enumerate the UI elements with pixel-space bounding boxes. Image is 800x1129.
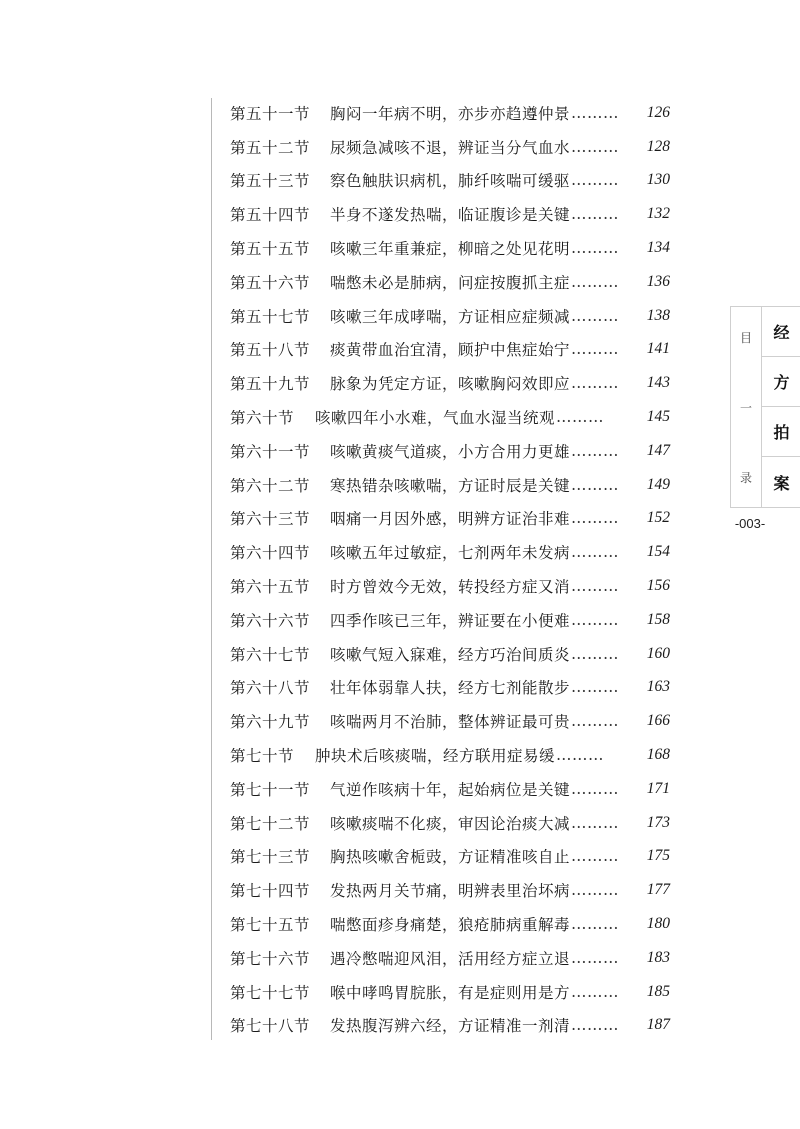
toc-page-number: 158 (646, 610, 670, 628)
toc-leader-dots: ……… (571, 509, 620, 528)
toc-leader-dots: ……… (571, 137, 620, 156)
toc-section-number: 第七十节 (230, 747, 295, 766)
toc-section-number: 第五十九节 (230, 375, 311, 394)
side-tab-label-char: 目 (739, 331, 752, 345)
toc-entry[interactable] (230, 941, 670, 975)
toc-leader-dots: ……… (571, 982, 620, 1001)
toc-leader-dots: ……… (571, 813, 620, 832)
toc-section-number: 第七十五节 (230, 916, 311, 935)
toc-leader-dots: ……… (571, 171, 620, 190)
toc-section-number: 第七十三节 (230, 848, 311, 867)
toc-leader-dots: ……… (571, 779, 620, 798)
toc-entry[interactable] (230, 637, 670, 671)
toc-section-number: 第六十一节 (230, 442, 311, 461)
toc-section-number: 第五十七节 (230, 307, 311, 326)
toc-page-number: 180 (646, 915, 670, 933)
toc-page-number: 134 (646, 239, 670, 257)
toc-section-title: 壮年体弱靠人扶，经方七剂能散步 (330, 679, 571, 698)
toc-leader-dots: ……… (556, 408, 605, 427)
toc-leader-dots: ……… (571, 915, 620, 934)
toc-section-title: 咽痛一月因外感，明辨方证治非难 (330, 510, 571, 529)
toc-section-title: 咳喘两月不治肺，整体辨证最可贵 (330, 713, 571, 732)
toc-page-number: 149 (646, 475, 670, 493)
toc-page-number: 183 (646, 948, 670, 966)
toc-section-title: 脉象为凭定方证，咳嗽胸闷效即应 (330, 375, 571, 394)
toc-section-number: 第五十四节 (230, 206, 311, 225)
toc-leader-dots: ……… (571, 306, 620, 325)
toc-section-title: 痰黄带血治宜清，顾护中焦症始宁 (330, 341, 571, 360)
toc-section-number: 第五十六节 (230, 273, 311, 292)
toc-entry[interactable] (230, 1009, 670, 1043)
book-title-char: 经 (762, 307, 800, 357)
toc-section-number: 第六十三节 (230, 510, 311, 529)
toc-entry[interactable] (230, 738, 670, 772)
toc-leader-dots: ……… (571, 340, 620, 359)
toc-section-number: 第六十五节 (230, 578, 311, 597)
toc-leader-dots: ……… (571, 948, 620, 967)
toc-section-number: 第五十五节 (230, 240, 311, 259)
toc-entry[interactable] (230, 333, 670, 367)
toc-leader-dots: ……… (571, 103, 620, 122)
toc-entry[interactable] (230, 535, 670, 569)
toc-section-title: 咳嗽气短入寐难，经方巧治间质炎 (330, 645, 571, 664)
toc-section-title: 四季作咳已三年，辨证要在小便难 (330, 611, 571, 630)
toc-section-number: 第六十六节 (230, 611, 311, 630)
toc-entry[interactable] (230, 569, 670, 603)
toc-entry[interactable] (230, 603, 670, 637)
toc-entry[interactable] (230, 96, 670, 130)
toc-leader-dots: ……… (571, 205, 620, 224)
toc-section-title: 咳嗽三年成哮喘，方证相应症频减 (330, 307, 571, 326)
toc-section-number: 第六十节 (230, 409, 295, 428)
toc-section-number: 第七十一节 (230, 780, 311, 799)
toc-page-number: 126 (646, 103, 670, 121)
toc-section-number: 第七十七节 (230, 983, 311, 1002)
toc-page-number: 145 (646, 408, 670, 426)
toc-section-number: 第五十三节 (230, 172, 311, 191)
toc-section-number: 第七十六节 (230, 949, 311, 968)
toc-section-title: 咳嗽四年小水难，气血水湿当统观 (315, 409, 556, 428)
toc-section-title: 寒热错杂咳嗽喘，方证时辰是关键 (330, 476, 571, 495)
toc-leader-dots: ……… (571, 678, 620, 697)
toc-page-number: 141 (646, 340, 670, 358)
toc-entry[interactable] (230, 197, 670, 231)
toc-page-number: 152 (646, 509, 670, 527)
toc-entry[interactable] (230, 907, 670, 941)
toc-section-title: 发热两月关节痛，明辨表里治坏病 (330, 882, 571, 901)
toc-page-number: 185 (646, 982, 670, 1000)
toc-entry[interactable] (230, 840, 670, 874)
toc-section-title: 胸热咳嗽舍栀豉，方证精准咳自止 (330, 848, 571, 867)
toc-section-number: 第六十九节 (230, 713, 311, 732)
toc-page-number: 171 (646, 779, 670, 797)
toc-section-title: 气逆作咳病十年，起始病位是关键 (330, 780, 571, 799)
toc-section-title: 肿块术后咳痰喘，经方联用症易缓 (315, 747, 556, 766)
toc-entry[interactable] (230, 164, 670, 198)
toc-section-title: 发热腹泻辨六经，方证精准一剂清 (330, 1017, 571, 1036)
toc-leader-dots: ……… (571, 577, 620, 596)
toc-leader-dots: ……… (571, 1016, 620, 1035)
book-title-char: 案 (773, 473, 790, 493)
toc-section-title: 喉中哮鸣胃脘胀，有是症则用是方 (330, 983, 571, 1002)
toc-leader-dots: ……… (571, 881, 620, 900)
toc-entry[interactable] (230, 502, 670, 536)
page-number: -003- (734, 516, 766, 531)
toc-page-number: 187 (646, 1016, 670, 1034)
toc-section-title: 咳嗽黄痰气道痰，小方合用力更雄 (330, 442, 571, 461)
toc-leader-dots: ……… (571, 475, 620, 494)
toc-leader-dots: ……… (571, 272, 620, 291)
toc-entry[interactable] (230, 704, 670, 738)
toc-page-number: 128 (646, 137, 670, 155)
toc-section-number: 第七十四节 (230, 882, 311, 901)
toc-page-number: 143 (646, 374, 670, 392)
toc-page-number: 175 (646, 847, 670, 865)
toc-entry[interactable] (230, 130, 670, 164)
toc-leader-dots: ……… (571, 374, 620, 393)
toc-page-number: 163 (646, 678, 670, 696)
toc-section-title: 喘憋面疹身痛楚，狼疮肺病重解毒 (330, 916, 571, 935)
toc-section-title: 尿频急减咳不退，辨证当分气血水 (330, 138, 571, 157)
side-tab (730, 306, 800, 508)
toc-page-number: 177 (646, 881, 670, 899)
toc-page-number: 138 (646, 306, 670, 324)
toc-entry[interactable] (230, 975, 670, 1009)
toc-section-title: 咳嗽五年过敏症，七剂两年未发病 (330, 544, 571, 563)
toc-section-number: 第六十八节 (230, 679, 311, 698)
toc-page-number: 147 (646, 441, 670, 459)
toc-entry[interactable] (230, 772, 670, 806)
toc-leader-dots: ……… (571, 543, 620, 562)
toc-page-number: 130 (646, 171, 670, 189)
toc-entry[interactable] (230, 366, 670, 400)
toc-section-title: 半身不遂发热喘，临证腹诊是关键 (330, 206, 571, 225)
toc-entry[interactable] (230, 873, 670, 907)
side-tab-label-char: 录 (739, 471, 752, 485)
table-of-contents (230, 96, 670, 1042)
toc-entry[interactable] (230, 434, 670, 468)
toc-page-number: 173 (646, 813, 670, 831)
left-margin-rule (211, 98, 212, 1040)
toc-page-number: 156 (646, 577, 670, 595)
toc-section-title: 时方曾效今无效，转投经方症又消 (330, 578, 571, 597)
toc-page-number: 166 (646, 712, 670, 730)
toc-leader-dots: ……… (571, 847, 620, 866)
toc-section-title: 喘憋未必是肺病，问症按腹抓主症 (330, 273, 571, 292)
toc-section-number: 第六十二节 (230, 476, 311, 495)
side-tab-label-char: 一 (739, 401, 752, 415)
toc-page-number: 136 (646, 272, 670, 290)
toc-entry[interactable] (230, 231, 670, 265)
toc-leader-dots: ……… (571, 644, 620, 663)
toc-section-title: 咳嗽痰喘不化痰，审因论治痰大减 (330, 814, 571, 833)
toc-section-title: 咳嗽三年重兼症，柳暗之处见花明 (330, 240, 571, 259)
toc-page-number: 154 (646, 543, 670, 561)
toc-entry[interactable] (230, 265, 670, 299)
toc-section-number: 第五十一节 (230, 104, 311, 123)
toc-leader-dots: ……… (571, 441, 620, 460)
toc-entry[interactable] (230, 671, 670, 705)
toc-entry[interactable] (230, 400, 670, 434)
toc-section-number: 第六十四节 (230, 544, 311, 563)
toc-entry[interactable] (230, 806, 670, 840)
toc-section-number: 第六十七节 (230, 645, 311, 664)
side-tab-section-label (731, 307, 761, 507)
toc-section-title: 遇冷憋喘迎风泪，活用经方症立退 (330, 949, 571, 968)
toc-section-number: 第七十八节 (230, 1017, 311, 1036)
book-title-char: 拍 (762, 407, 800, 457)
toc-entry[interactable] (230, 299, 670, 333)
toc-leader-dots: ……… (556, 746, 605, 765)
toc-section-title: 察色触肤识病机，肺纤咳喘可缓驱 (330, 172, 571, 191)
toc-page-number: 132 (646, 205, 670, 223)
toc-entry[interactable] (230, 468, 670, 502)
toc-leader-dots: ……… (571, 712, 620, 731)
book-title-char: 方 (762, 357, 800, 407)
toc-page-number: 168 (646, 746, 670, 764)
toc-section-number: 第五十八节 (230, 341, 311, 360)
toc-section-title: 胸闷一年病不明，亦步亦趋遵仲景 (330, 104, 571, 123)
toc-leader-dots: ……… (571, 239, 620, 258)
toc-section-number: 第七十二节 (230, 814, 311, 833)
toc-page-number: 160 (646, 644, 670, 662)
toc-leader-dots: ……… (571, 610, 620, 629)
toc-section-number: 第五十二节 (230, 138, 311, 157)
side-tab-book-title (762, 307, 800, 507)
